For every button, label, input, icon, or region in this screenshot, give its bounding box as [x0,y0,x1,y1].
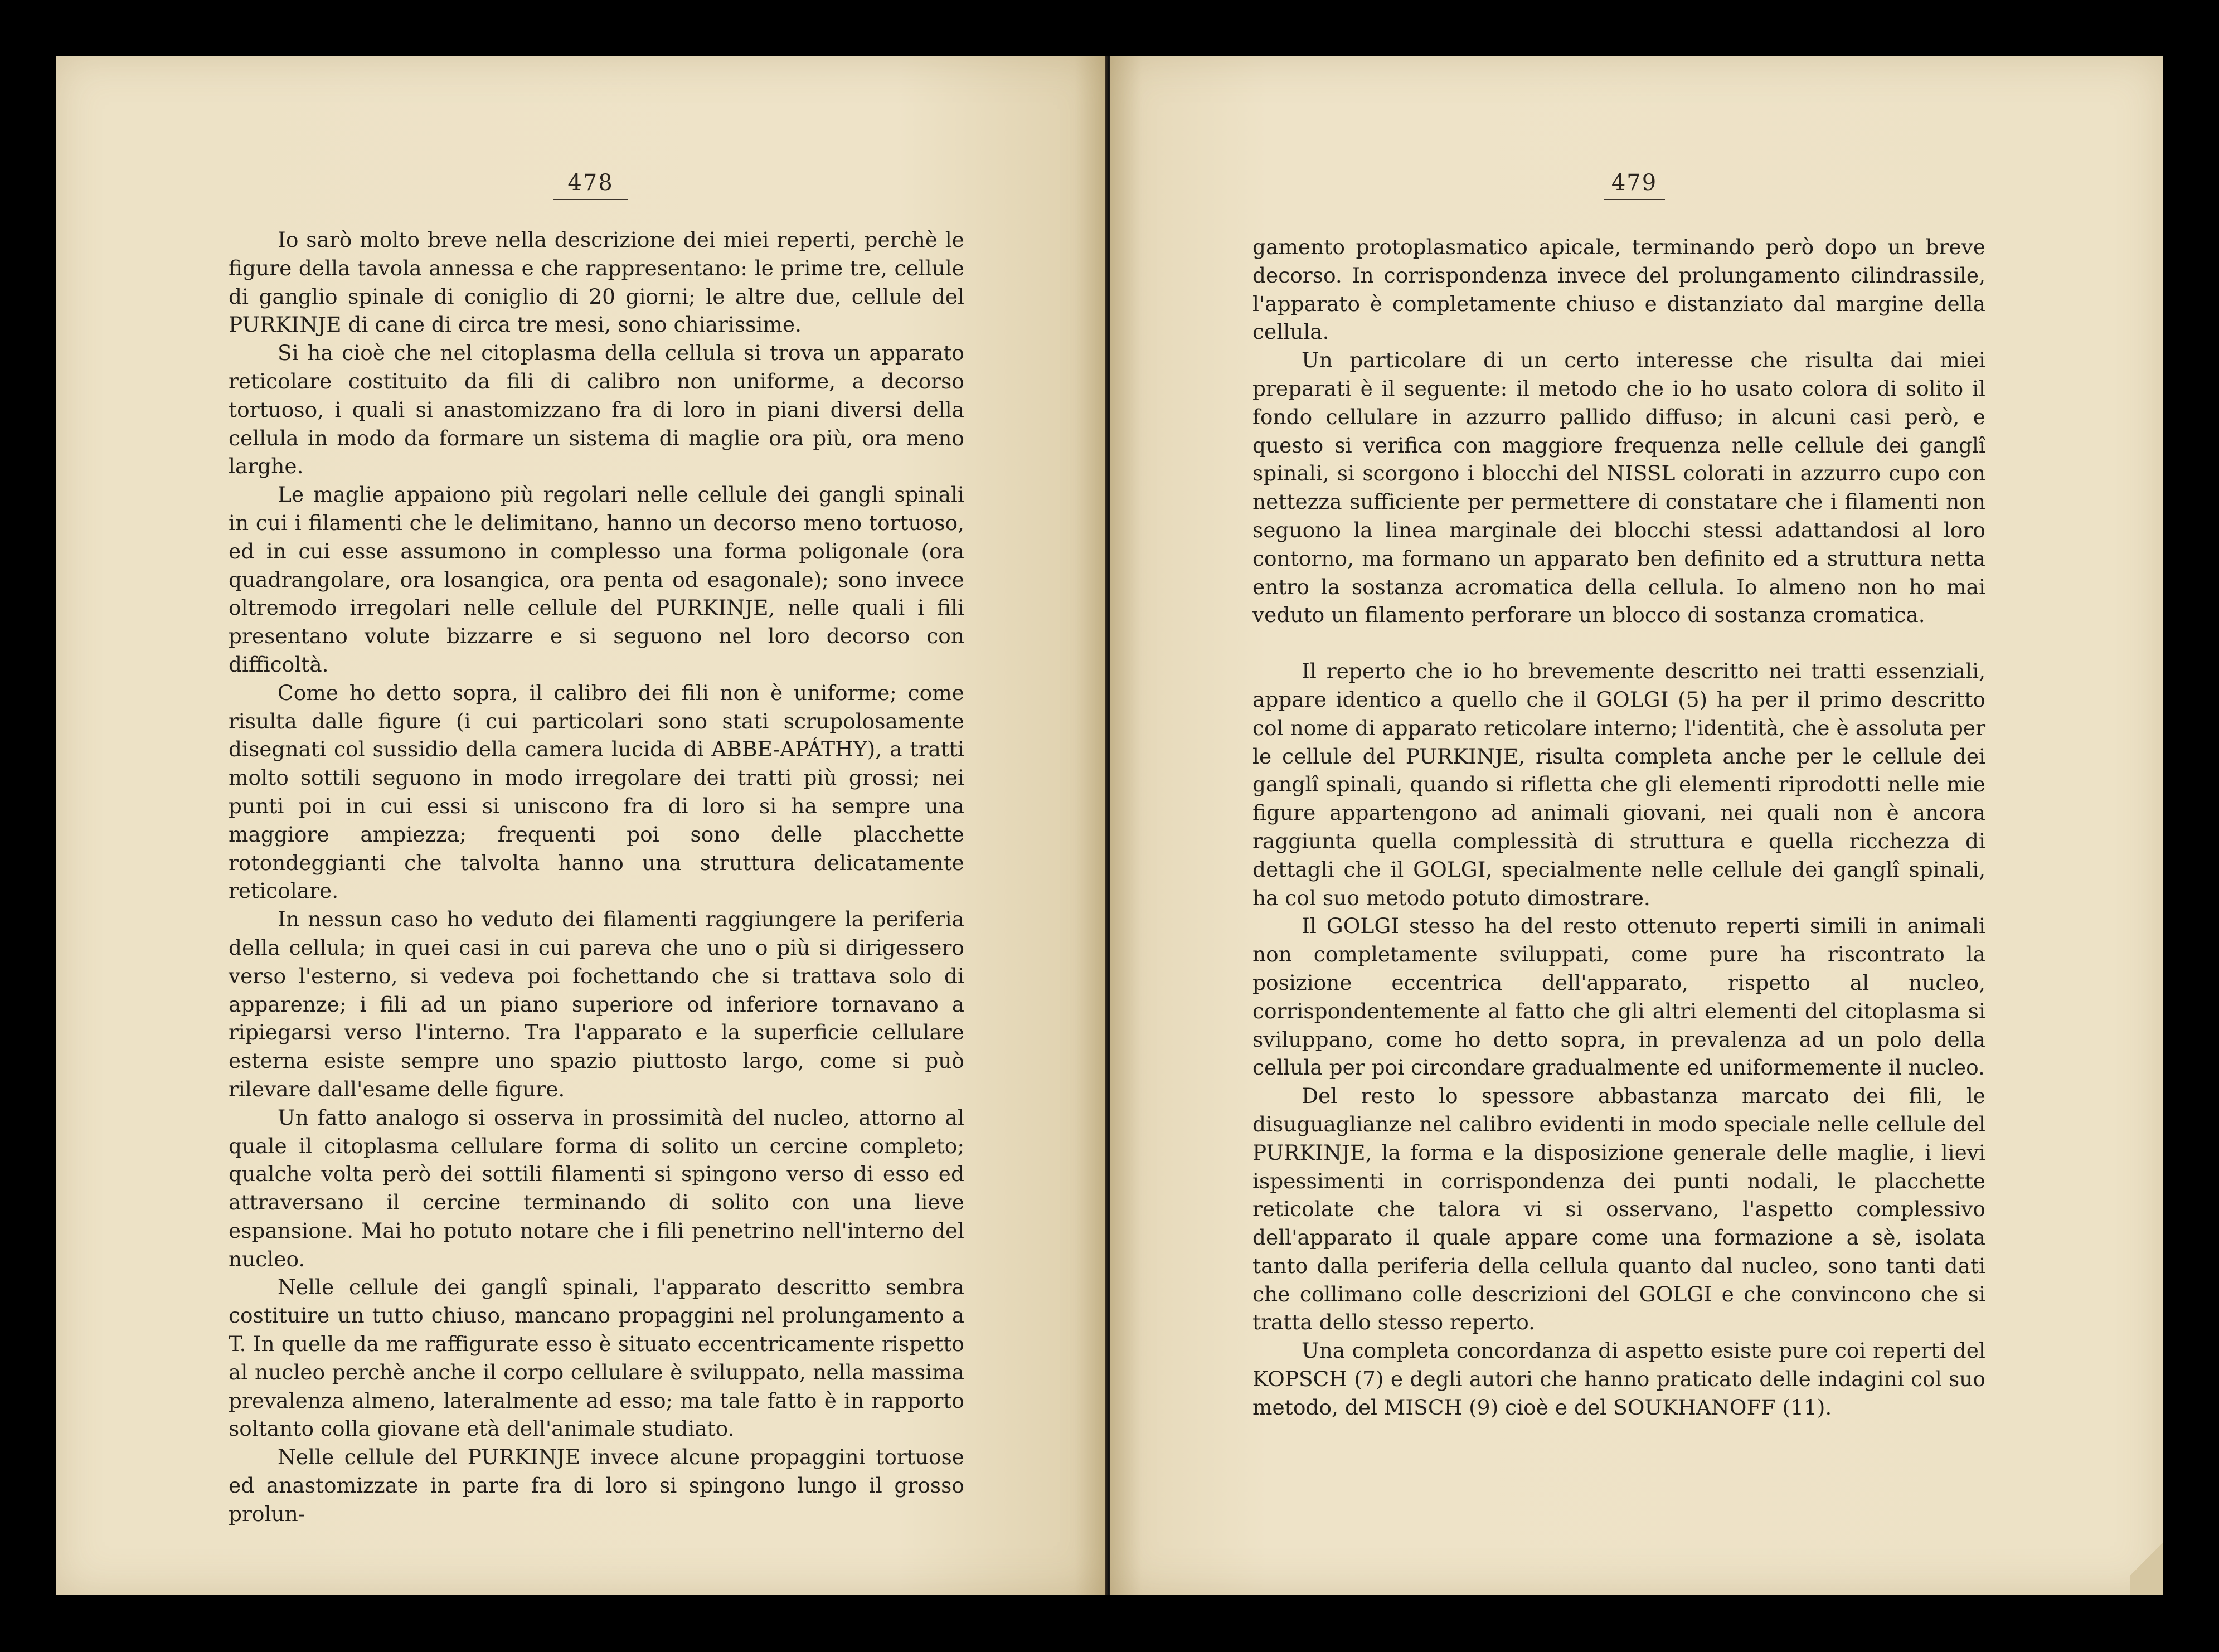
paragraph: gamento protoplasmatico apicale, terminando però dopo un breve decorso. In corrispondenza invece del prolungamento cilindrassile, l'apparato è completamente chiuso e distanziato dal margine della cellula. [1252,235,1985,344]
left-page [56,56,1106,1595]
paragraph: In nessun caso ho veduto dei filamenti raggiungere la periferia della cellula; in quei casi in cui pareva che uno o più si dirigessero verso l'esterno, si vedeva poi fochettando che si trattava solo di apparenze; i fili ad un piano superiore od inferiore tornavano a ripiegarsi verso l'interno. Tra l'apparato e la superficie cellulare esterna esiste sempre uno spazio piuttosto largo, come si può rilevare dall'esame delle figure. [229,907,964,1101]
paragraph: Il reperto che io ho brevemente descritto nei tratti essenziali, appare identico a quello che il GOLGI (5) ha per il primo descritto col nome di apparato reticolare interno; l'identità, che è assoluta per le cellule del PURKINJE, risulta completa anche per le cellule dei ganglî spinali, quando si rifletta che gli elementi riprodotti nelle mie figure appartengono ad animali giovani, nei quali non è ancora raggiunta quella complessità di struttura e quella ricchezza di dettagli che il GOLGI, specialmente nelle cellule dei ganglî spinali, ha col suo metodo potuto dimostrare. [1252,659,1985,910]
paragraph: Le maglie appaiono più regolari nelle cellule dei gangli spinali in cui i filamenti che le delimitano, hanno un decorso meno tortuoso, ed in cui esse assumono in complesso una forma poligonale (ora quadrangolare, ora losangica, ora penta od esagonale); sono invece oltremodo irregolari nelle cellule del PURKINJE, nelle quali i fili presentano volute bizzarre e si seguono nel loro decorso con difficoltà. [229,482,964,677]
left-page-body [229,226,964,1528]
paragraph: Si ha cioè che nel citoplasma della cellula si trova un apparato reticolare costituito da fili di calibro non uniforme, a decorso tortuoso, i quali si anastomizzano fra di loro in piani diversi della cellula in modo da formare un sistema di maglie ora più, ora meno larghe. [229,341,964,479]
paragraph: Un particolare di un certo interesse che risulta dai miei preparati è il seguente: il metodo che io ho usato colora di solito il fondo cellulare in azzurro pallido diffuso; in alcuni casi però, e questo si verifica con maggiore frequenza nelle cellule dei ganglî spinali, si scorgono i blocchi del NISSL colorati in azzurro cupo con nettezza sufficiente per permettere di constatare che i filamenti non seguono la linea marginale dei blocchi stessi adattandosi al loro contorno, ma formano un apparato ben definito ed a struttura netta entro la sostanza acromatica della cellula. Io almeno non ho mai veduto un filamento perforare un blocco di sostanza cromatica. [1252,348,1985,628]
page-number-rule [553,199,628,200]
page-corner-fold [2130,1523,2163,1595]
right-page [1110,56,2163,1595]
paragraph: Un fatto analogo si osserva in prossimità del nucleo, attorno al quale il citoplasma cellulare forma di solito un cercine completo; qualche volta però dei sottili filamenti si spingono verso di esso ed attraversano il cercine terminando di solito con una lieve espansione. Mai ho potuto notare che i fili penetrino nell'interno del nucleo. [229,1105,964,1271]
paragraph: Del resto lo spessore abbastanza marcato dei fili, le disuguaglianze nel calibro evidenti in modo speciale nelle cellule del PURKINJE, la forma e la disposizione generale delle maglie, i lievi ispessimenti in corrispondenza dei punti nodali, le placchette reticolate che talora vi si osservano, l'aspetto complessivo dell'apparato il quale appare come una formazione a sè, isolata tanto dalla periferia della cellula quanto dal nucleo, sono tanti dati che collimano colle descrizioni del GOLGI e che convincono che si tratta dello stesso reperto. [1252,1083,1985,1335]
paragraph: Il GOLGI stesso ha del resto ottenuto reperti simili in animali non completamente sviluppati, come pure ha riscontrato la posizione eccentrica dell'apparato, rispetto al nucleo, corrispondentemente al fatto che gli altri elementi del citoplasma si sviluppano, come ho detto sopra, in prevalenza ad un polo della cellula per poi circondare gradualmente ed uniformemente il nucleo. [1252,914,1985,1080]
paragraph: Come ho detto sopra, il calibro dei fili non è uniforme; come risulta dalle figure (i cui particolari sono stati scrupolosamente disegnati col sussidio della camera lucida di ABBE-APÁTHY), a tratti molto sottili seguono in modo irregolare dei tratti più grossi; nei punti poi in cui essi si uniscono fra di loro si ha sempre una maggiore ampiezza; frequenti poi sono delle placchette rotondeggianti che talvolta hanno una struttura delicatamente reticolare. [229,680,964,903]
paragraph: Nelle cellule del PURKINJE invece alcune propaggini tortuose ed anastomizzate in parte fra di loro si spingono lungo il grosso prolun- [229,1445,964,1526]
page-number-right: 479 [1604,170,1665,200]
page-number-rule [1604,199,1665,200]
paragraph: Io sarò molto breve nella descrizione dei miei reperti, perchè le figure della tavola annessa e che rappresentano: le prime tre, cellule di ganglio spinale di coniglio di 20 giorni; le altre due, cellule del PURKINJE di cane di circa tre mesi, sono chiarissime. [229,227,964,337]
paragraph: Una completa concordanza di aspetto esiste pure coi reperti del KOPSCH (7) e degli autori che hanno praticato delle indagini col suo metodo, del MISCH (9) cioè e del SOUKHANOFF (11). [1252,1338,1985,1420]
right-page-body [1252,233,1985,1422]
page-number-left: 478 [553,170,628,200]
paragraph: Nelle cellule dei ganglî spinali, l'apparato descritto sembra costituire un tutto chiuso, mancano propaggini nel prolungamento a T. In quelle da me raffigurate esso è situato eccentricamente rispetto al nucleo perchè anche il corpo cellulare è sviluppato, nella massima prevalenza almeno, lateralmente ad esso; ma tale fatto è in rapporto soltanto colla giovane età dell'animale studiato. [229,1275,964,1441]
